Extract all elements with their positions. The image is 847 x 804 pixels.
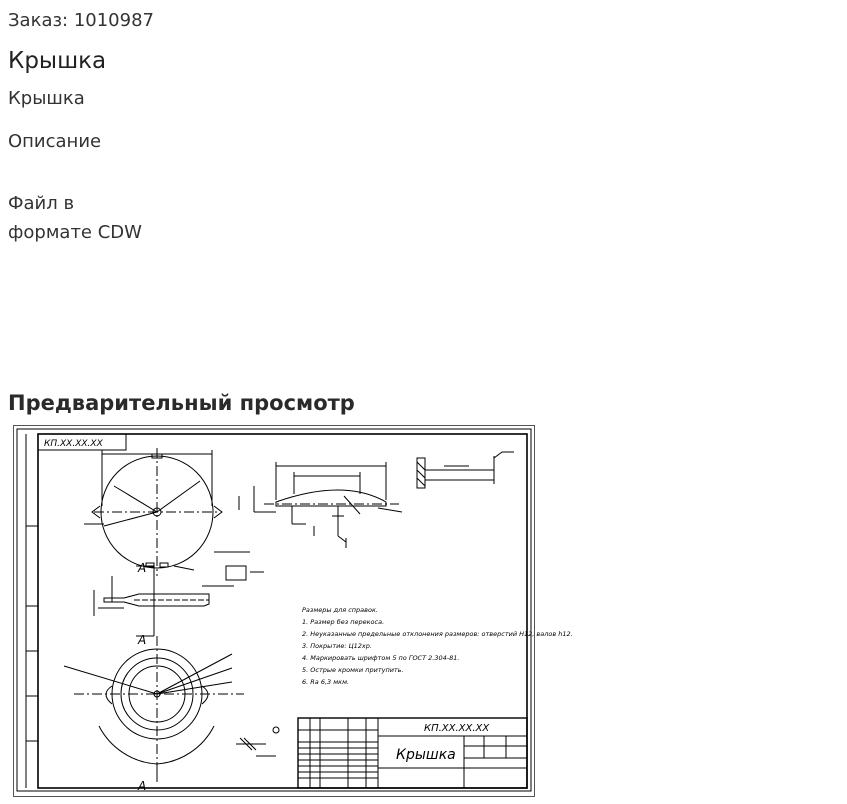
section-label-top: А: [138, 561, 147, 575]
file-format-line-2: формате CDW: [8, 222, 142, 243]
product-subtitle: Крышка: [8, 88, 85, 109]
file-format-line-1: Файл в: [8, 193, 75, 214]
note-line: 2. Неуказанные предельные отклонения размеров: отверстий H12, валов h12.: [302, 630, 573, 638]
technical-drawing: [14, 426, 573, 796]
drawing-code-titleblock: КП.ХХ.ХХ.ХХ: [424, 723, 490, 734]
preview-heading: Предварительный просмотр: [8, 391, 355, 415]
drawing-preview-image[interactable]: [13, 425, 573, 797]
order-number: Заказ: 1010987: [8, 10, 154, 31]
note-line: 1. Размер без перекоса.: [302, 618, 385, 626]
section-label-view: А: [138, 779, 147, 793]
drawing-code-top: КП.ХХ.ХХ.ХХ: [44, 439, 103, 449]
section-label-bottom: А: [138, 633, 147, 647]
note-line: Размеры для справок.: [302, 606, 378, 614]
note-line: 4. Маркировать шрифтом 5 по ГОСТ 2.304-81.: [302, 654, 460, 662]
technical-notes: [302, 606, 573, 686]
note-line: 5. Острые кромки притупить.: [302, 666, 404, 674]
note-line: 6. Ra 6,3 мкм.: [302, 678, 350, 686]
description-label: Описание: [8, 131, 102, 152]
note-line: 3. Покрытие: Ц12хр.: [302, 642, 372, 650]
drawing-part-name: Крышка: [396, 747, 456, 763]
product-title: Крышка: [8, 48, 107, 74]
